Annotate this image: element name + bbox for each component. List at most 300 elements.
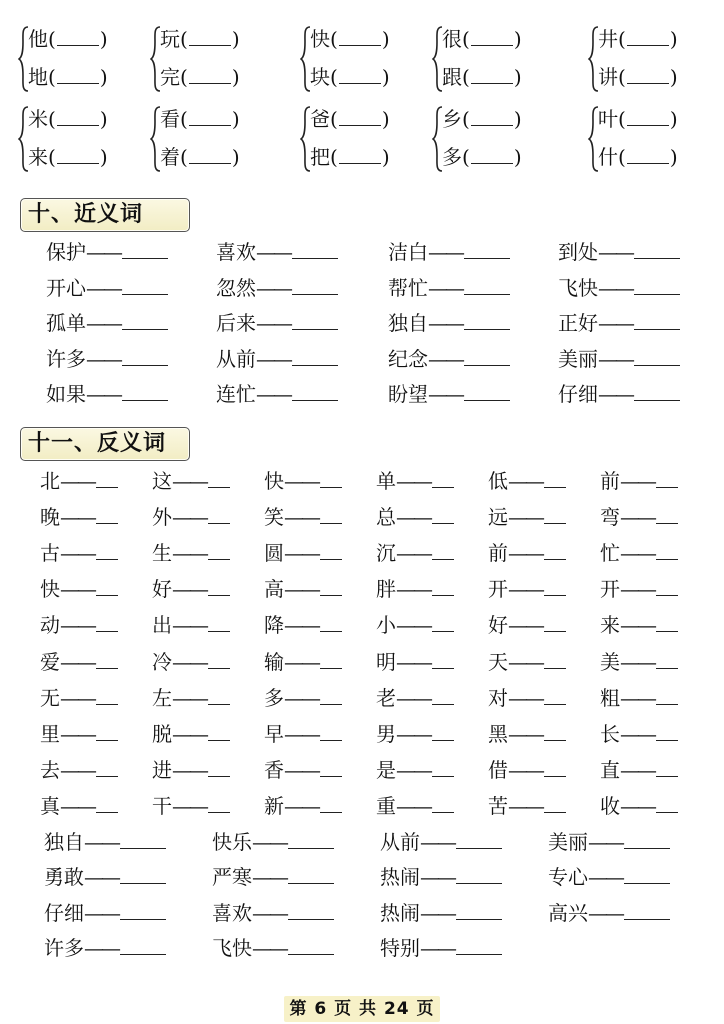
answer-blank[interactable] [320,467,342,488]
synonym-item [46,380,168,408]
synonym-word: 到处 [558,240,598,264]
synonym-word: 美丽 [558,346,598,371]
antonym-character: 沉 [376,541,396,566]
antonym-character: 重 [376,793,396,818]
dash-mark: —— [428,275,462,300]
dash-mark: —— [396,793,430,818]
answer-blank[interactable] [624,828,670,849]
answer-blank[interactable] [320,611,342,632]
antonym-character: 是 [376,757,396,782]
pair-character: 看 [160,107,180,131]
antonym-item [600,503,678,531]
answer-blank[interactable] [634,274,680,295]
answer-blank[interactable] [189,107,231,126]
character-pair-item [442,24,522,54]
antonym-character: 美 [600,649,620,674]
synonym-item [46,238,168,266]
dash-mark: —— [284,685,318,710]
synonym-item [216,345,338,373]
answer-blank[interactable] [57,65,99,84]
antonym-word: 快乐 [212,830,252,854]
synonym-word: 许多 [46,346,86,371]
character-pair-item [442,104,522,134]
synonym-item [558,345,680,373]
answer-blank[interactable] [96,684,118,705]
antonym-word: 专心 [548,865,588,890]
paren-open: ( [180,107,188,131]
antonym-character: 借 [488,757,508,782]
synonym-item [388,238,510,266]
synonym-item [388,274,510,302]
synonyms-title: 十、近义词 [28,201,144,227]
dash-mark: —— [420,865,454,890]
answer-blank[interactable] [544,539,566,560]
answer-blank[interactable] [464,309,510,330]
pair-character: 井 [598,27,618,51]
answer-blank[interactable] [432,539,454,560]
character-pair-item [598,62,678,92]
character-pair-item [160,24,240,54]
answer-blank[interactable] [544,575,566,596]
paren-close: ) [231,27,240,51]
answer-blank[interactable] [96,503,118,524]
answer-blank[interactable] [634,380,680,401]
character-pair-group [150,102,260,176]
pair-character: 着 [160,145,180,169]
answer-blank[interactable] [656,467,678,488]
character-pair-item [160,62,240,92]
dash-mark: —— [598,346,632,371]
paren-open: ( [48,145,56,169]
answer-blank[interactable] [544,684,566,705]
dash-mark: —— [284,469,318,493]
antonym-character: 快 [264,469,284,493]
dash-mark: —— [396,757,430,782]
answer-blank[interactable] [656,503,678,524]
antonym-character: 男 [376,721,396,746]
dash-mark: —— [396,649,430,674]
antonym-item [152,611,230,639]
antonym-character: 单 [376,469,396,493]
antonym-item [40,648,118,676]
dash-mark: —— [620,505,654,530]
dash-mark: —— [396,721,430,746]
character-pair-item [310,142,390,172]
answer-blank[interactable] [456,899,502,920]
paren-close: ) [99,145,108,169]
antonym-word: 仔细 [44,900,84,925]
answer-blank[interactable] [432,575,454,596]
dash-mark: —— [396,541,430,566]
answer-blank[interactable] [471,107,513,126]
answer-blank[interactable] [544,611,566,632]
paren-open: ( [180,27,188,51]
antonym-item [152,792,230,820]
answer-blank[interactable] [96,575,118,596]
antonym-item [40,611,118,639]
answer-blank[interactable] [320,575,342,596]
answer-blank[interactable] [96,539,118,560]
antonym-item [152,539,230,567]
answer-blank[interactable] [208,684,230,705]
answer-blank[interactable] [208,539,230,560]
dash-mark: —— [284,721,318,746]
antonym-character: 高 [264,577,284,602]
pair-character: 把 [310,145,330,169]
antonym-item [600,756,678,784]
antonym-item [264,756,342,784]
antonym-item [40,575,118,603]
antonym-character: 北 [40,469,60,493]
pair-character: 叶 [598,107,618,131]
answer-blank[interactable] [120,934,166,955]
answer-blank[interactable] [627,65,669,84]
antonym-item [152,684,230,712]
paren-open: ( [48,27,56,51]
antonym-character: 直 [600,757,620,782]
answer-blank[interactable] [189,65,231,84]
pair-character: 多 [442,145,462,169]
answer-blank[interactable] [122,274,168,295]
antonym-item [264,720,342,748]
character-pair-item [28,104,108,134]
antonym-item [264,684,342,712]
answer-blank[interactable] [432,720,454,741]
antonym-word-item [380,828,502,856]
answer-blank[interactable] [57,145,99,164]
pair-character: 块 [310,65,330,89]
paren-open: ( [462,65,470,89]
answer-blank[interactable] [627,145,669,164]
antonym-character: 这 [152,469,172,493]
dash-mark: —— [60,649,94,674]
answer-blank[interactable] [456,934,502,955]
answer-blank[interactable] [544,467,566,488]
antonym-item [376,539,454,567]
dash-mark: —— [60,721,94,746]
antonym-character: 干 [152,793,172,818]
antonym-character: 爱 [40,649,60,674]
answer-blank[interactable] [432,611,454,632]
answer-blank[interactable] [288,863,334,884]
answer-blank[interactable] [456,828,502,849]
antonym-character: 收 [600,793,620,818]
answer-blank[interactable] [288,828,334,849]
character-pair-group [432,102,542,176]
answer-blank[interactable] [634,345,680,366]
answer-blank[interactable] [656,756,678,777]
synonym-word: 孤单 [46,311,86,335]
dash-mark: —— [86,311,120,335]
dash-mark: —— [60,505,94,530]
answer-blank[interactable] [292,274,338,295]
pair-character: 什 [598,145,618,169]
answer-blank[interactable] [288,899,334,920]
pair-character: 米 [28,107,48,131]
answer-blank[interactable] [57,107,99,126]
antonym-item [488,611,566,639]
paren-open: ( [462,107,470,131]
answer-blank[interactable] [456,863,502,884]
answer-blank[interactable] [208,756,230,777]
answer-blank[interactable] [320,792,342,813]
antonym-item [488,792,566,820]
answer-blank[interactable] [656,575,678,596]
answer-blank[interactable] [471,145,513,164]
antonym-item [600,575,678,603]
answer-blank[interactable] [471,65,513,84]
answer-blank[interactable] [292,380,338,401]
answer-blank[interactable] [339,145,381,164]
answer-blank[interactable] [432,648,454,669]
dash-mark: —— [172,649,206,674]
answer-blank[interactable] [292,238,338,259]
answer-blank[interactable] [464,238,510,259]
answer-blank[interactable] [96,467,118,488]
answer-blank[interactable] [656,684,678,705]
antonym-item [600,720,678,748]
antonym-item [152,720,230,748]
answer-blank[interactable] [634,238,680,259]
antonym-item [264,792,342,820]
answer-blank[interactable] [96,792,118,813]
paren-close: ) [669,145,678,169]
dash-mark: —— [396,613,430,638]
dash-mark: —— [86,346,120,371]
answer-blank[interactable] [471,27,513,46]
paren-close: ) [231,145,240,169]
answer-blank[interactable] [208,575,230,596]
paren-close: ) [99,107,108,131]
paren-open: ( [330,145,338,169]
answer-blank[interactable] [432,792,454,813]
dash-mark: —— [428,382,462,406]
antonym-character: 低 [488,469,508,493]
dash-mark: —— [86,240,120,264]
answer-blank[interactable] [96,611,118,632]
dash-mark: —— [252,830,286,854]
dash-mark: —— [84,830,118,854]
synonym-item [388,309,510,337]
answer-blank[interactable] [120,863,166,884]
answer-blank[interactable] [544,756,566,777]
pair-character: 讲 [598,65,618,89]
dash-mark: —— [172,757,206,782]
antonym-item [264,611,342,639]
answer-blank[interactable] [656,720,678,741]
synonym-word: 保护 [46,240,86,264]
antonym-word-item [212,934,334,962]
answer-blank[interactable] [624,863,670,884]
answer-blank[interactable] [292,345,338,366]
dash-mark: —— [284,649,318,674]
answer-blank[interactable] [288,934,334,955]
antonym-character: 明 [376,649,396,674]
answer-blank[interactable] [208,720,230,741]
dash-mark: —— [284,793,318,818]
synonym-item [388,380,510,408]
antonym-word-item [44,934,166,962]
answer-blank[interactable] [544,503,566,524]
synonym-item [558,309,680,337]
dash-mark: —— [508,541,542,566]
antonym-word: 独自 [44,830,84,854]
dash-mark: —— [284,757,318,782]
answer-blank[interactable] [320,720,342,741]
antonym-item [376,684,454,712]
answer-blank[interactable] [656,648,678,669]
answer-blank[interactable] [464,274,510,295]
answer-blank[interactable] [96,720,118,741]
dash-mark: —— [84,865,118,890]
answer-blank[interactable] [432,684,454,705]
dash-mark: —— [172,793,206,818]
antonym-character: 远 [488,505,508,530]
character-pair-item [28,142,108,172]
antonym-item [264,575,342,603]
antonym-item [600,792,678,820]
answer-blank[interactable] [339,65,381,84]
answer-blank[interactable] [320,648,342,669]
paren-open: ( [48,107,56,131]
dash-mark: —— [284,541,318,566]
antonym-item [152,575,230,603]
answer-blank[interactable] [464,380,510,401]
synonym-item [46,274,168,302]
answer-blank[interactable] [432,756,454,777]
dash-mark: —— [86,382,120,406]
paren-close: ) [231,107,240,131]
answer-blank[interactable] [189,27,231,46]
answer-blank[interactable] [544,720,566,741]
antonym-item [376,575,454,603]
answer-blank[interactable] [339,107,381,126]
answer-blank[interactable] [624,899,670,920]
dash-mark: —— [508,757,542,782]
answer-blank[interactable] [122,238,168,259]
antonym-item [376,648,454,676]
answer-blank[interactable] [122,309,168,330]
synonym-word: 仔细 [558,382,598,406]
answer-blank[interactable] [120,828,166,849]
antonym-character: 里 [40,721,60,746]
antonym-character: 胖 [376,577,396,602]
antonym-item [488,575,566,603]
antonym-character: 好 [152,577,172,602]
dash-mark: —— [620,577,654,602]
answer-blank[interactable] [627,27,669,46]
antonym-character: 去 [40,757,60,782]
answer-blank[interactable] [320,539,342,560]
antonym-character: 苦 [488,793,508,818]
antonym-word: 喜欢 [212,900,252,925]
answer-blank[interactable] [656,539,678,560]
answer-blank[interactable] [208,467,230,488]
answer-blank[interactable] [208,611,230,632]
answer-blank[interactable] [208,503,230,524]
answer-blank[interactable] [320,684,342,705]
answer-blank[interactable] [634,309,680,330]
paren-open: ( [330,107,338,131]
answer-blank[interactable] [122,380,168,401]
answer-blank[interactable] [96,756,118,777]
synonym-word: 喜欢 [216,240,256,264]
antonym-character: 圆 [264,541,284,566]
synonym-word: 纪念 [388,346,428,371]
antonym-item [600,467,678,495]
dash-mark: —— [620,793,654,818]
answer-blank[interactable] [544,792,566,813]
antonym-character: 生 [152,541,172,566]
antonym-word: 飞快 [212,935,252,960]
character-pair-item [442,62,522,92]
antonym-character: 天 [488,649,508,674]
synonym-word: 开心 [46,275,86,300]
page-number: 第 6 页 共 24 页 [284,996,440,1022]
answer-blank[interactable] [320,756,342,777]
paren-open: ( [618,145,626,169]
antonym-item [488,539,566,567]
antonym-character: 来 [600,613,620,638]
antonym-item [152,756,230,784]
answer-blank[interactable] [627,107,669,126]
answer-blank[interactable] [122,345,168,366]
synonym-word: 如果 [46,382,86,406]
answer-blank[interactable] [432,467,454,488]
answer-blank[interactable] [339,27,381,46]
answer-blank[interactable] [57,27,99,46]
antonym-item [488,684,566,712]
paren-close: ) [669,27,678,51]
dash-mark: —— [60,757,94,782]
character-pair-group [18,22,128,96]
dash-mark: —— [172,721,206,746]
answer-blank[interactable] [208,792,230,813]
answer-blank[interactable] [292,309,338,330]
antonym-character: 黑 [488,721,508,746]
answer-blank[interactable] [120,899,166,920]
antonym-character: 外 [152,505,172,530]
antonym-item [264,539,342,567]
answer-blank[interactable] [96,648,118,669]
antonym-character: 开 [600,577,620,602]
antonym-character: 小 [376,613,396,638]
dash-mark: —— [508,613,542,638]
dash-mark: —— [256,346,290,371]
character-pair-item [28,24,108,54]
paren-open: ( [618,27,626,51]
answer-blank[interactable] [432,503,454,524]
synonym-item [388,345,510,373]
synonym-word: 忽然 [216,275,256,300]
answer-blank[interactable] [656,611,678,632]
answer-blank[interactable] [656,792,678,813]
paren-close: ) [381,27,390,51]
character-pair-item [598,142,678,172]
dash-mark: —— [508,649,542,674]
dash-mark: —— [620,613,654,638]
paren-close: ) [669,107,678,131]
answer-blank[interactable] [544,648,566,669]
dash-mark: —— [284,505,318,530]
dash-mark: —— [172,505,206,530]
answer-blank[interactable] [208,648,230,669]
answer-blank[interactable] [320,503,342,524]
answer-blank[interactable] [189,145,231,164]
answer-blank[interactable] [464,345,510,366]
antonym-character: 古 [40,541,60,566]
pair-character: 快 [310,27,330,51]
